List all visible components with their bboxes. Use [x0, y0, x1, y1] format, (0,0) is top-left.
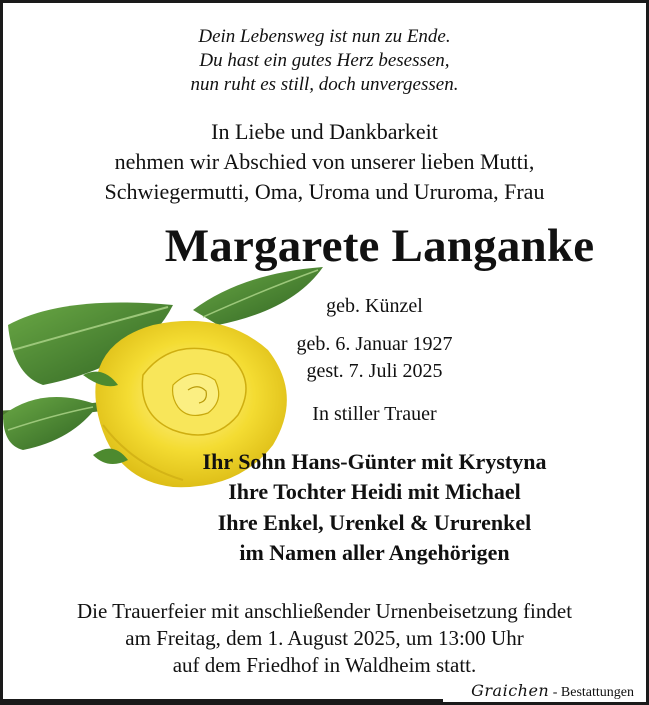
family-line-1: Ihr Sohn Hans-Günter mit Krystyna	[202, 449, 547, 474]
funeral-line-1: Die Trauerfeier mit anschließender Urnenbeisetzung findet	[76, 599, 573, 623]
poem-line-2: Du hast ein gutes Herz besessen,	[199, 50, 450, 71]
funeral-home-brand	[471, 681, 634, 701]
funeral-line-2: am Freitag, dem 1. August 2025, um 13:00 Uhr	[125, 626, 524, 650]
mourning-phrase: In stiller Trauer	[312, 403, 437, 425]
death-date: gest. 7. Juli 2025	[306, 360, 443, 382]
brand-logo-text: Graichen	[471, 681, 550, 700]
funeral-line-3: auf dem Friedhof in Waldheim statt.	[172, 653, 477, 677]
intro-line-3: Schwiegermutti, Oma, Uroma und Ururoma, Frau	[104, 179, 545, 204]
family-line-4: im Namen aller Angehörigen	[239, 540, 510, 565]
family-line-2: Ihre Tochter Heidi mit Michael	[228, 479, 521, 504]
family-line-3: Ihre Enkel, Urenkel & Ururenkel	[217, 510, 532, 535]
intro-line-2: nehmen wir Abschied von unserer lieben Mutti,	[114, 149, 535, 174]
birth-date: geb. 6. Januar 1927	[296, 333, 453, 355]
poem-line-1: Dein Lebensweg ist nun zu Ende.	[198, 26, 451, 47]
deceased-name: Margarete Langanke	[164, 220, 595, 272]
poem-line-3: nun ruht es still, doch unvergessen.	[190, 74, 459, 95]
brand-suffix: - Bestattungen	[549, 685, 634, 700]
maiden-name: geb. Künzel	[326, 295, 423, 317]
intro-line-1: In Liebe und Dankbarkeit	[211, 119, 438, 144]
